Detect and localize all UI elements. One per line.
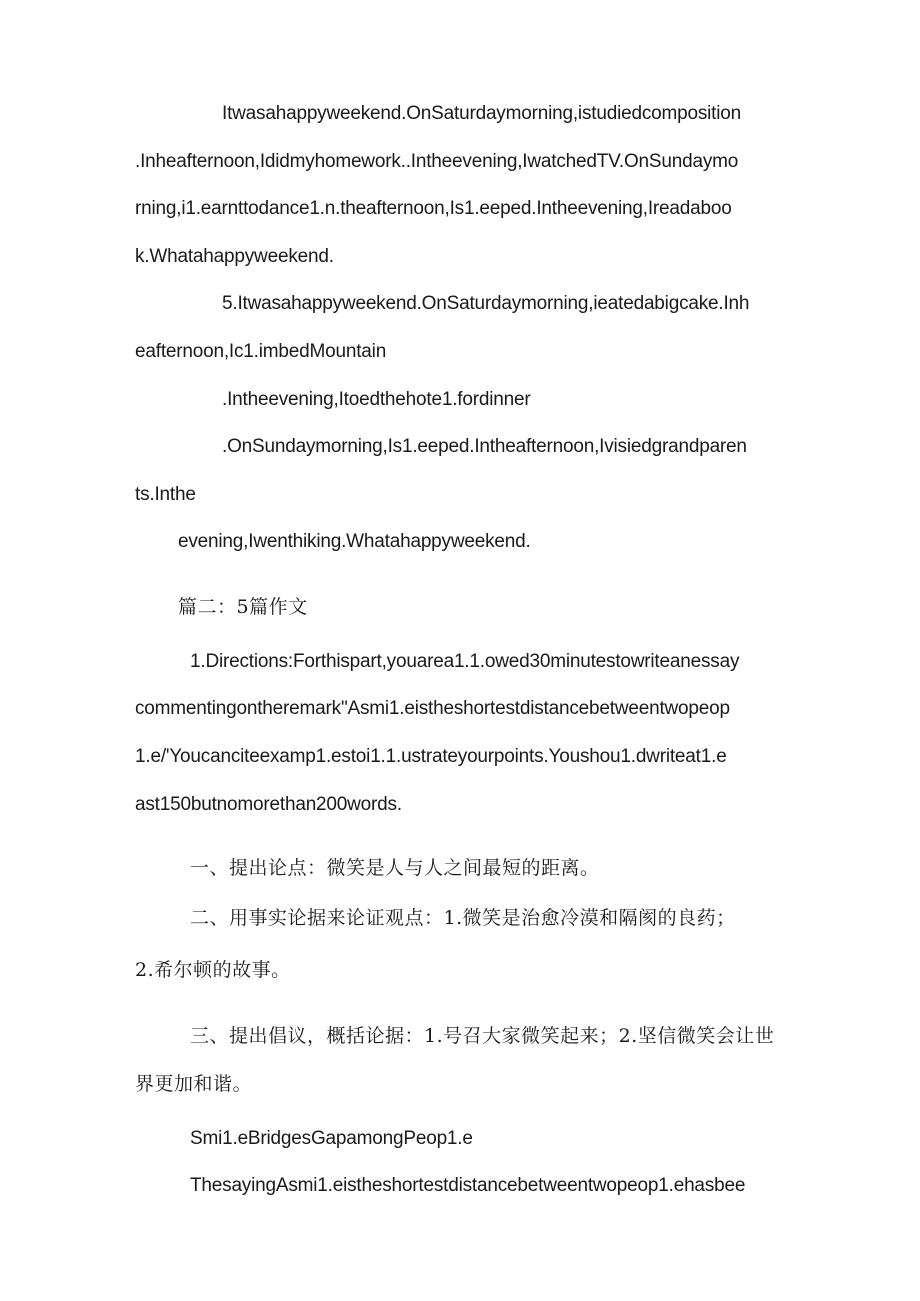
text-line: k.Whatahappyweekend.	[135, 246, 334, 267]
text-line: .OnSundaymorning,Is1.eeped.Intheafternoon,Ivisiedgrandparen	[222, 436, 747, 457]
outline-point-2: 二、用事实论据来论证观点：1.微笑是治愈冷漠和隔阂的良药；	[190, 907, 736, 929]
text-line: ast150butnomorethan200words.	[135, 794, 402, 815]
text-line: Itwasahappyweekend.OnSaturdaymorning,istudiedcomposition	[222, 103, 742, 124]
outline-point-3: 三、提出倡议，概括论据：1.号召大家微笑起来；2.坚信微笑会让世	[190, 1025, 775, 1047]
text-line: ts.Inthe	[135, 484, 196, 505]
text-line: evening,Iwenthiking.Whatahappyweekend.	[178, 531, 531, 552]
text-line: ThesayingAsmi1.eistheshortestdistancebetweentwopeop1.ehasbee	[190, 1175, 746, 1196]
outline-point-1: 一、提出论点：微笑是人与人之间最短的距离。	[190, 857, 600, 879]
text-line: rning,i1.earnttodance1.n.theafternoon,Is1.eeped.Intheevening,Ireadaboo	[135, 198, 732, 219]
text-line: 界更加和谐。	[135, 1073, 253, 1095]
essay-title: Smi1.eBridgesGapamongPeop1.e	[190, 1128, 473, 1149]
text-line: 2.希尔顿的故事。	[135, 959, 291, 981]
text-line: .Inheafternoon,Ididmyhomework..Intheevening,IwatchedTV.OnSundaymo	[135, 151, 739, 172]
text-line: eafternoon,Ic1.imbedMountain	[135, 341, 387, 362]
text-line: 5.Itwasahappyweekend.OnSaturdaymorning,ieatedabigcake.Inh	[222, 293, 750, 314]
text-line: .Intheevening,Itoedthehote1.fordinner	[222, 389, 531, 410]
text-line: 1.Directions:Forthispart,youarea1.1.owed30minutestowriteanessay	[190, 651, 740, 672]
text-line: commentingontheremark"Asmi1.eistheshortestdistancebetweentwopeop	[135, 698, 730, 719]
text-line: 1.e/'Youcanciteexamp1.estoi1.1.ustrateyourpoints.Youshou1.dwriteat1.e	[135, 746, 727, 767]
section-heading: 篇二：5篇作文	[178, 596, 308, 618]
